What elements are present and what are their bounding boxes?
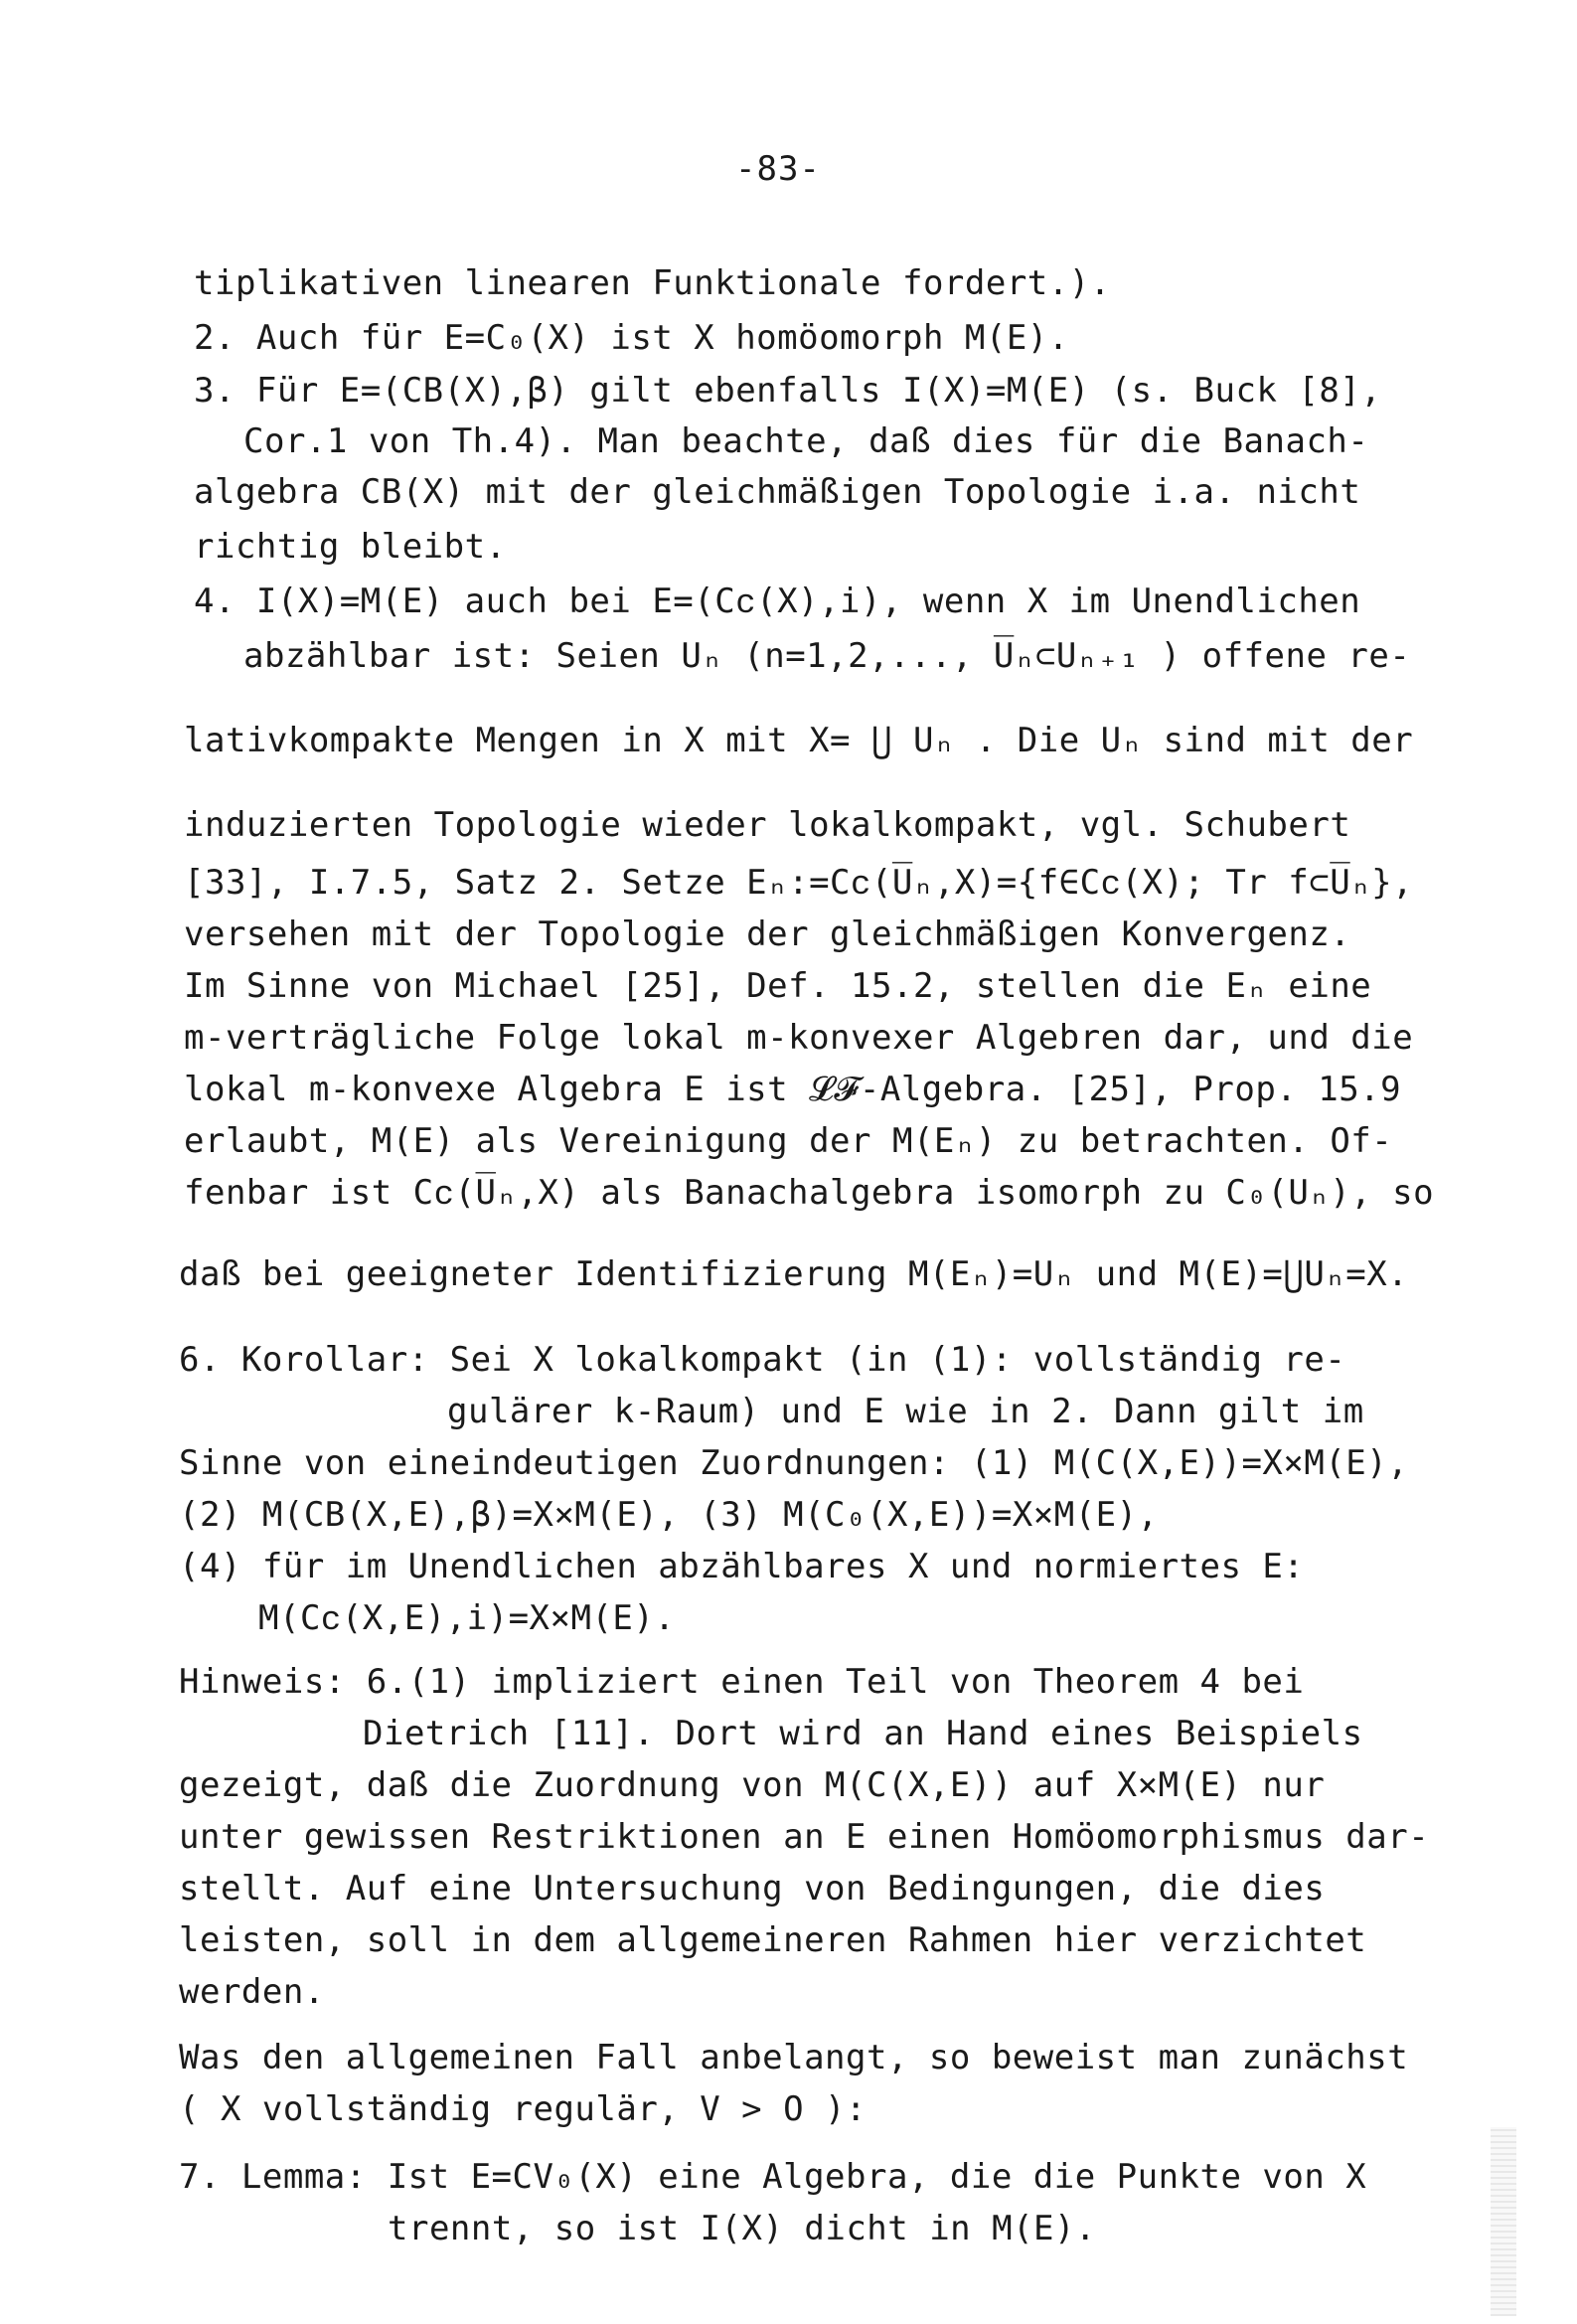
item-3-line-4: richtig bleibt. (194, 527, 507, 567)
hinweis-line-3: gezeigt, daß die Zuordnung von M(C(X,E)) auf X×M(E) nur (179, 1765, 1326, 1805)
item-4-line-11: fenbar ist Cᴄ(U̅ₙ,X) als Banachalgebra isomorph zu C₀(Uₙ), so (184, 1173, 1435, 1213)
hinweis-line-6: leisten, soll in dem allgemeineren Rahmen hier verzichtet (179, 1920, 1367, 1960)
lemma-line-1: 7. Lemma: Ist E=CV₀(X) eine Algebra, die die Punkte von X (179, 2157, 1367, 2197)
item-4-line-4: induzierten Topologie wieder lokalkompakt, vgl. Schubert (184, 805, 1351, 845)
item-4-line-1: 4. I(X)=M(E) auch bei E=(Cᴄ(X),i), wenn X im Unendlichen (194, 581, 1361, 621)
item-4-line-10: erlaubt, M(E) als Vereinigung der M(Eₙ) zu betrachten. Of- (184, 1121, 1393, 1161)
korollar-line-1: 6. Korollar: Sei X lokalkompakt (in (1): vollständig re- (179, 1340, 1346, 1380)
korollar-line-3: Sinne von eineindeutigen Zuordnungen: (1) M(C(X,E))=X×M(E), (179, 1443, 1409, 1483)
general-case-line-2: ( X vollständig regulär, V > O ): (179, 2089, 867, 2129)
text-line-1: tiplikativen linearen Funktionale fordert.). (194, 263, 1111, 303)
general-case-line-1: Was den allgemeinen Fall anbelangt, so beweist man zunächst (179, 2038, 1409, 2077)
item-4-line-3: lativkompakte Mengen in X mit X= ⋃ Uₙ . Die Uₙ sind mit der (184, 721, 1414, 760)
scan-artifact (1491, 2127, 1516, 2316)
korollar-line-5: (4) für im Unendlichen abzählbares X und normiertes E: (179, 1547, 1305, 1586)
item-4-line-5: [33], I.7.5, Satz 2. Setze Eₙ:=Cᴄ(U̅ₙ,X)={f∈Cᴄ(X); Tr f⊂U̅ₙ}, (184, 863, 1414, 903)
hinweis-line-5: stellt. Auf eine Untersuchung von Bedingungen, die dies (179, 1869, 1326, 1909)
korollar-line-4: (2) M(CB(X,E),β)=X×M(E), (3) M(C₀(X,E))=X×M(E), (179, 1495, 1159, 1535)
hinweis-line-2: Dietrich [11]. Dort wird an Hand eines Beispiels (363, 1714, 1363, 1753)
item-2-line: 2. Auch für E=C₀(X) ist X homöomorph M(E). (194, 318, 1069, 358)
korollar-line-2: gulärer k-Raum) und E wie in 2. Dann gilt im (447, 1392, 1364, 1431)
hinweis-line-7: werden. (179, 1972, 325, 2012)
item-3-line-3: algebra CB(X) mit der gleichmäßigen Topologie i.a. nicht (194, 472, 1361, 512)
item-4-line-2: abzählbar ist: Seien Uₙ (n=1,2,..., U̅ₙ⊂Uₙ₊₁ ) offene re- (243, 636, 1411, 676)
item-4-line-8: m-verträgliche Folge lokal m-konvexer Algebren dar, und die (184, 1018, 1414, 1058)
item-4-line-6: versehen mit der Topologie der gleichmäßigen Konvergenz. (184, 914, 1351, 954)
page-number: -83- (735, 149, 821, 189)
hinweis-line-1: Hinweis: 6.(1) impliziert einen Teil von Theorem 4 bei (179, 1662, 1305, 1702)
item-4-line-12: daß bei geeigneter Identifizierung M(Eₙ)=Uₙ und M(E)=⋃Uₙ=X. (179, 1254, 1409, 1294)
item-3-line-2: Cor.1 von Th.4). Man beachte, daß dies für die Banach- (243, 421, 1369, 461)
hinweis-line-4: unter gewissen Restriktionen an E einen Homöomorphismus dar- (179, 1817, 1430, 1857)
item-4-line-7: Im Sinne von Michael [25], Def. 15.2, stellen die Eₙ eine (184, 966, 1372, 1006)
item-4-line-9: lokal m-konvexe Algebra E ist 𝓛𝓕-Algebra. [25], Prop. 15.9 (184, 1070, 1402, 1109)
item-3-line-1: 3. Für E=(CB(X),β) gilt ebenfalls I(X)=M(E) (s. Buck [8], (194, 371, 1382, 411)
korollar-line-6: M(Cᴄ(X,E),i)=X×M(E). (258, 1598, 676, 1638)
lemma-line-2: trennt, so ist I(X) dicht in M(E). (388, 2209, 1096, 2248)
